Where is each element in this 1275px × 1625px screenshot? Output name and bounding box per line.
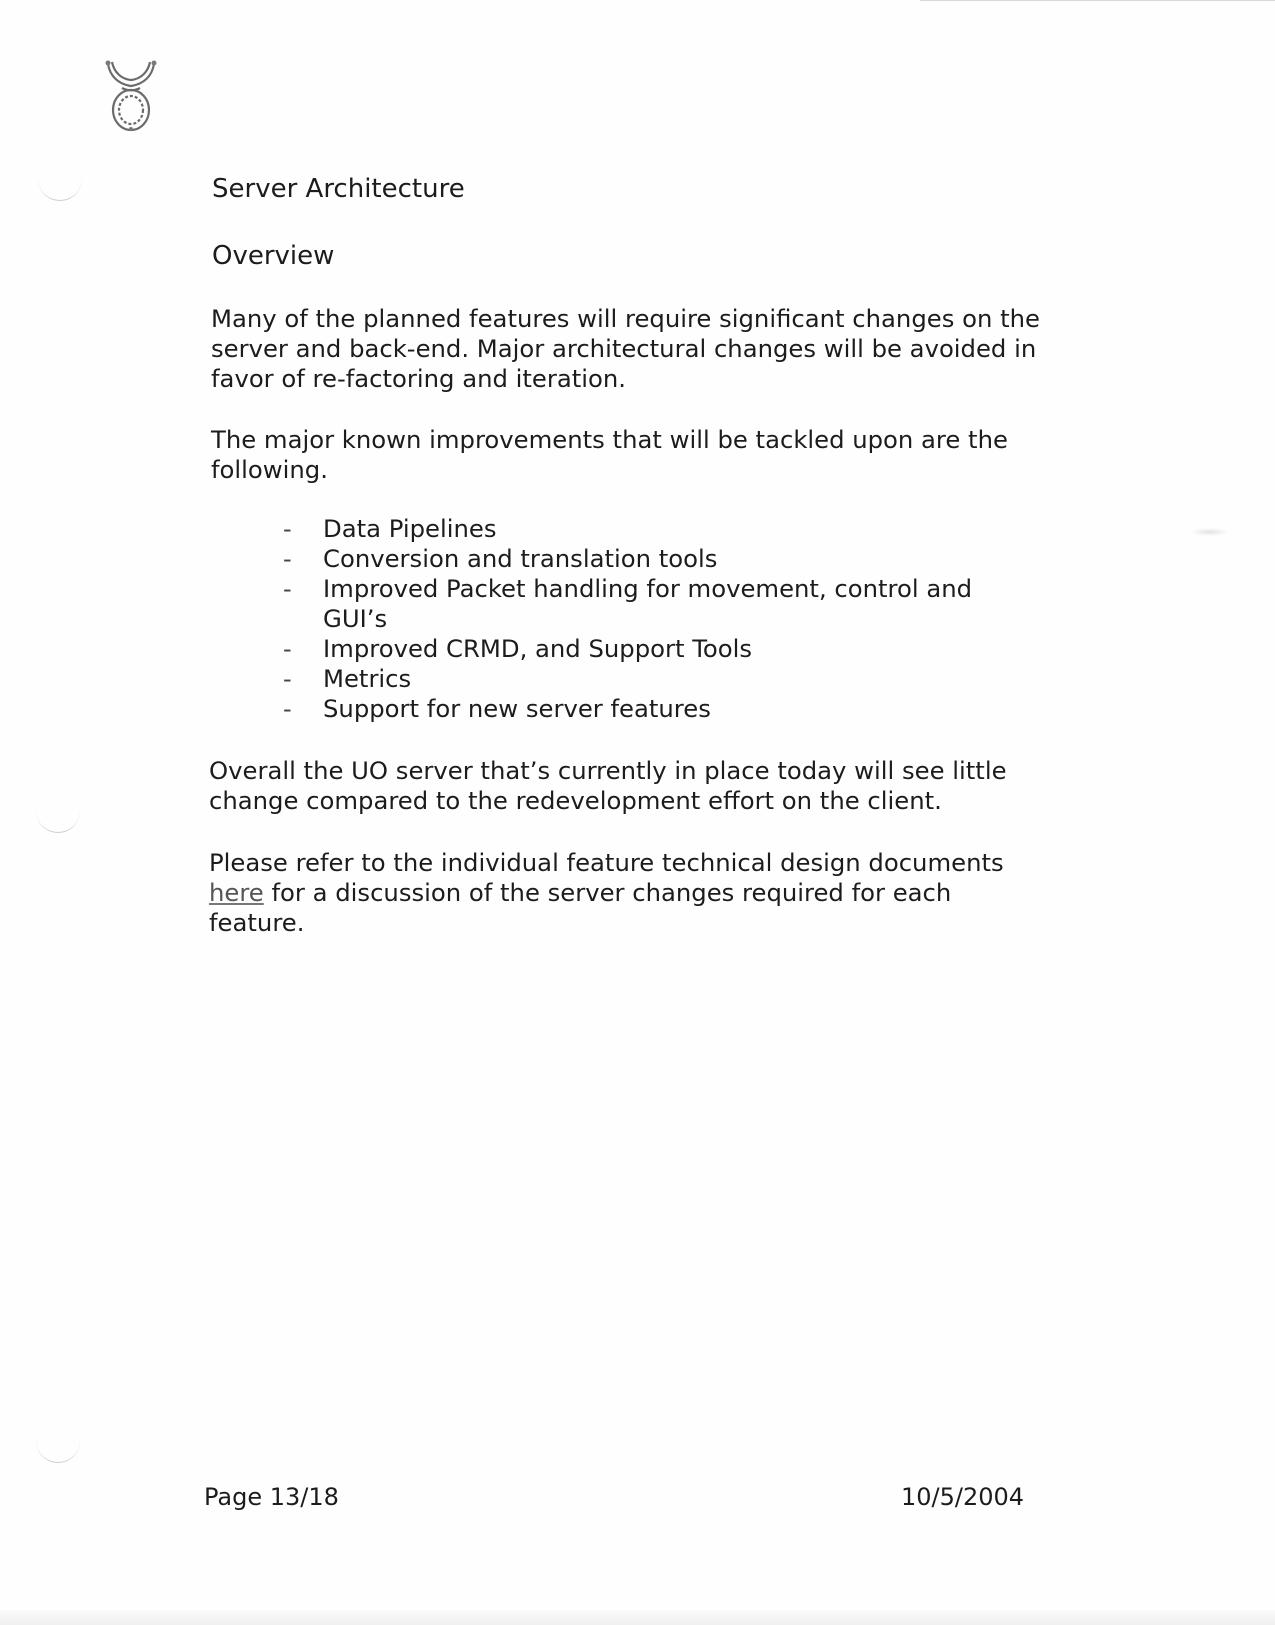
refer-text-after: for a discussion of the server changes required for each feature. — [209, 878, 952, 937]
list-item-text: Support for new server features — [323, 694, 711, 723]
overall-paragraph: Overall the UO server that’s currently in place today will see little change compared to the redevelopment effort on the client. — [209, 756, 1007, 815]
punch-hole-mark — [36, 810, 80, 833]
page-title: Server Architecture — [212, 174, 465, 204]
punch-hole-mark — [38, 178, 82, 201]
refer-paragraph — [209, 848, 1049, 938]
list-item — [0, 514, 1023, 544]
scan-edge-bottom — [0, 1610, 1275, 1625]
list-item — [0, 634, 1023, 664]
bullet-dash: - — [283, 665, 292, 693]
improvements-lead-paragraph: The major known improvements that will be tackled upon are the following. — [211, 425, 1008, 484]
bullet-dash: - — [283, 635, 292, 663]
bullet-dash: - — [283, 695, 292, 723]
list-item — [0, 694, 1023, 724]
design-docs-link[interactable]: here — [209, 878, 264, 907]
list-item-text: Metrics — [323, 664, 412, 693]
list-item-text: Conversion and translation tools — [323, 544, 718, 573]
punch-hole-mark — [36, 1440, 80, 1463]
list-item-text: Data Pipelines — [323, 514, 497, 543]
improvements-list — [0, 514, 1023, 724]
bullet-dash: - — [283, 515, 292, 543]
scan-smudge — [1190, 528, 1230, 536]
list-item — [0, 664, 1023, 694]
ankh-ouroboros-logo-icon — [100, 58, 162, 136]
list-item — [0, 544, 1023, 574]
section-heading-overview: Overview — [212, 241, 335, 271]
intro-paragraph: Many of the planned features will require significant changes on the server and back-end. Major architectural changes will be avoided in favor of re-factoring and iteration. — [211, 304, 1040, 393]
document-date: 10/5/2004 — [901, 1483, 1025, 1511]
bullet-dash: - — [283, 575, 292, 603]
scan-edge-top — [920, 0, 1275, 1]
list-item-text: Improved CRMD, and Support Tools — [323, 634, 753, 663]
bullet-dash: - — [283, 545, 292, 573]
list-item-text: Improved Packet handling for movement, control and GUI’s — [323, 574, 973, 633]
page-number: Page 13/18 — [204, 1483, 339, 1511]
list-item — [0, 574, 1023, 634]
refer-text-before: Please refer to the individual feature technical design documents — [209, 848, 1004, 877]
